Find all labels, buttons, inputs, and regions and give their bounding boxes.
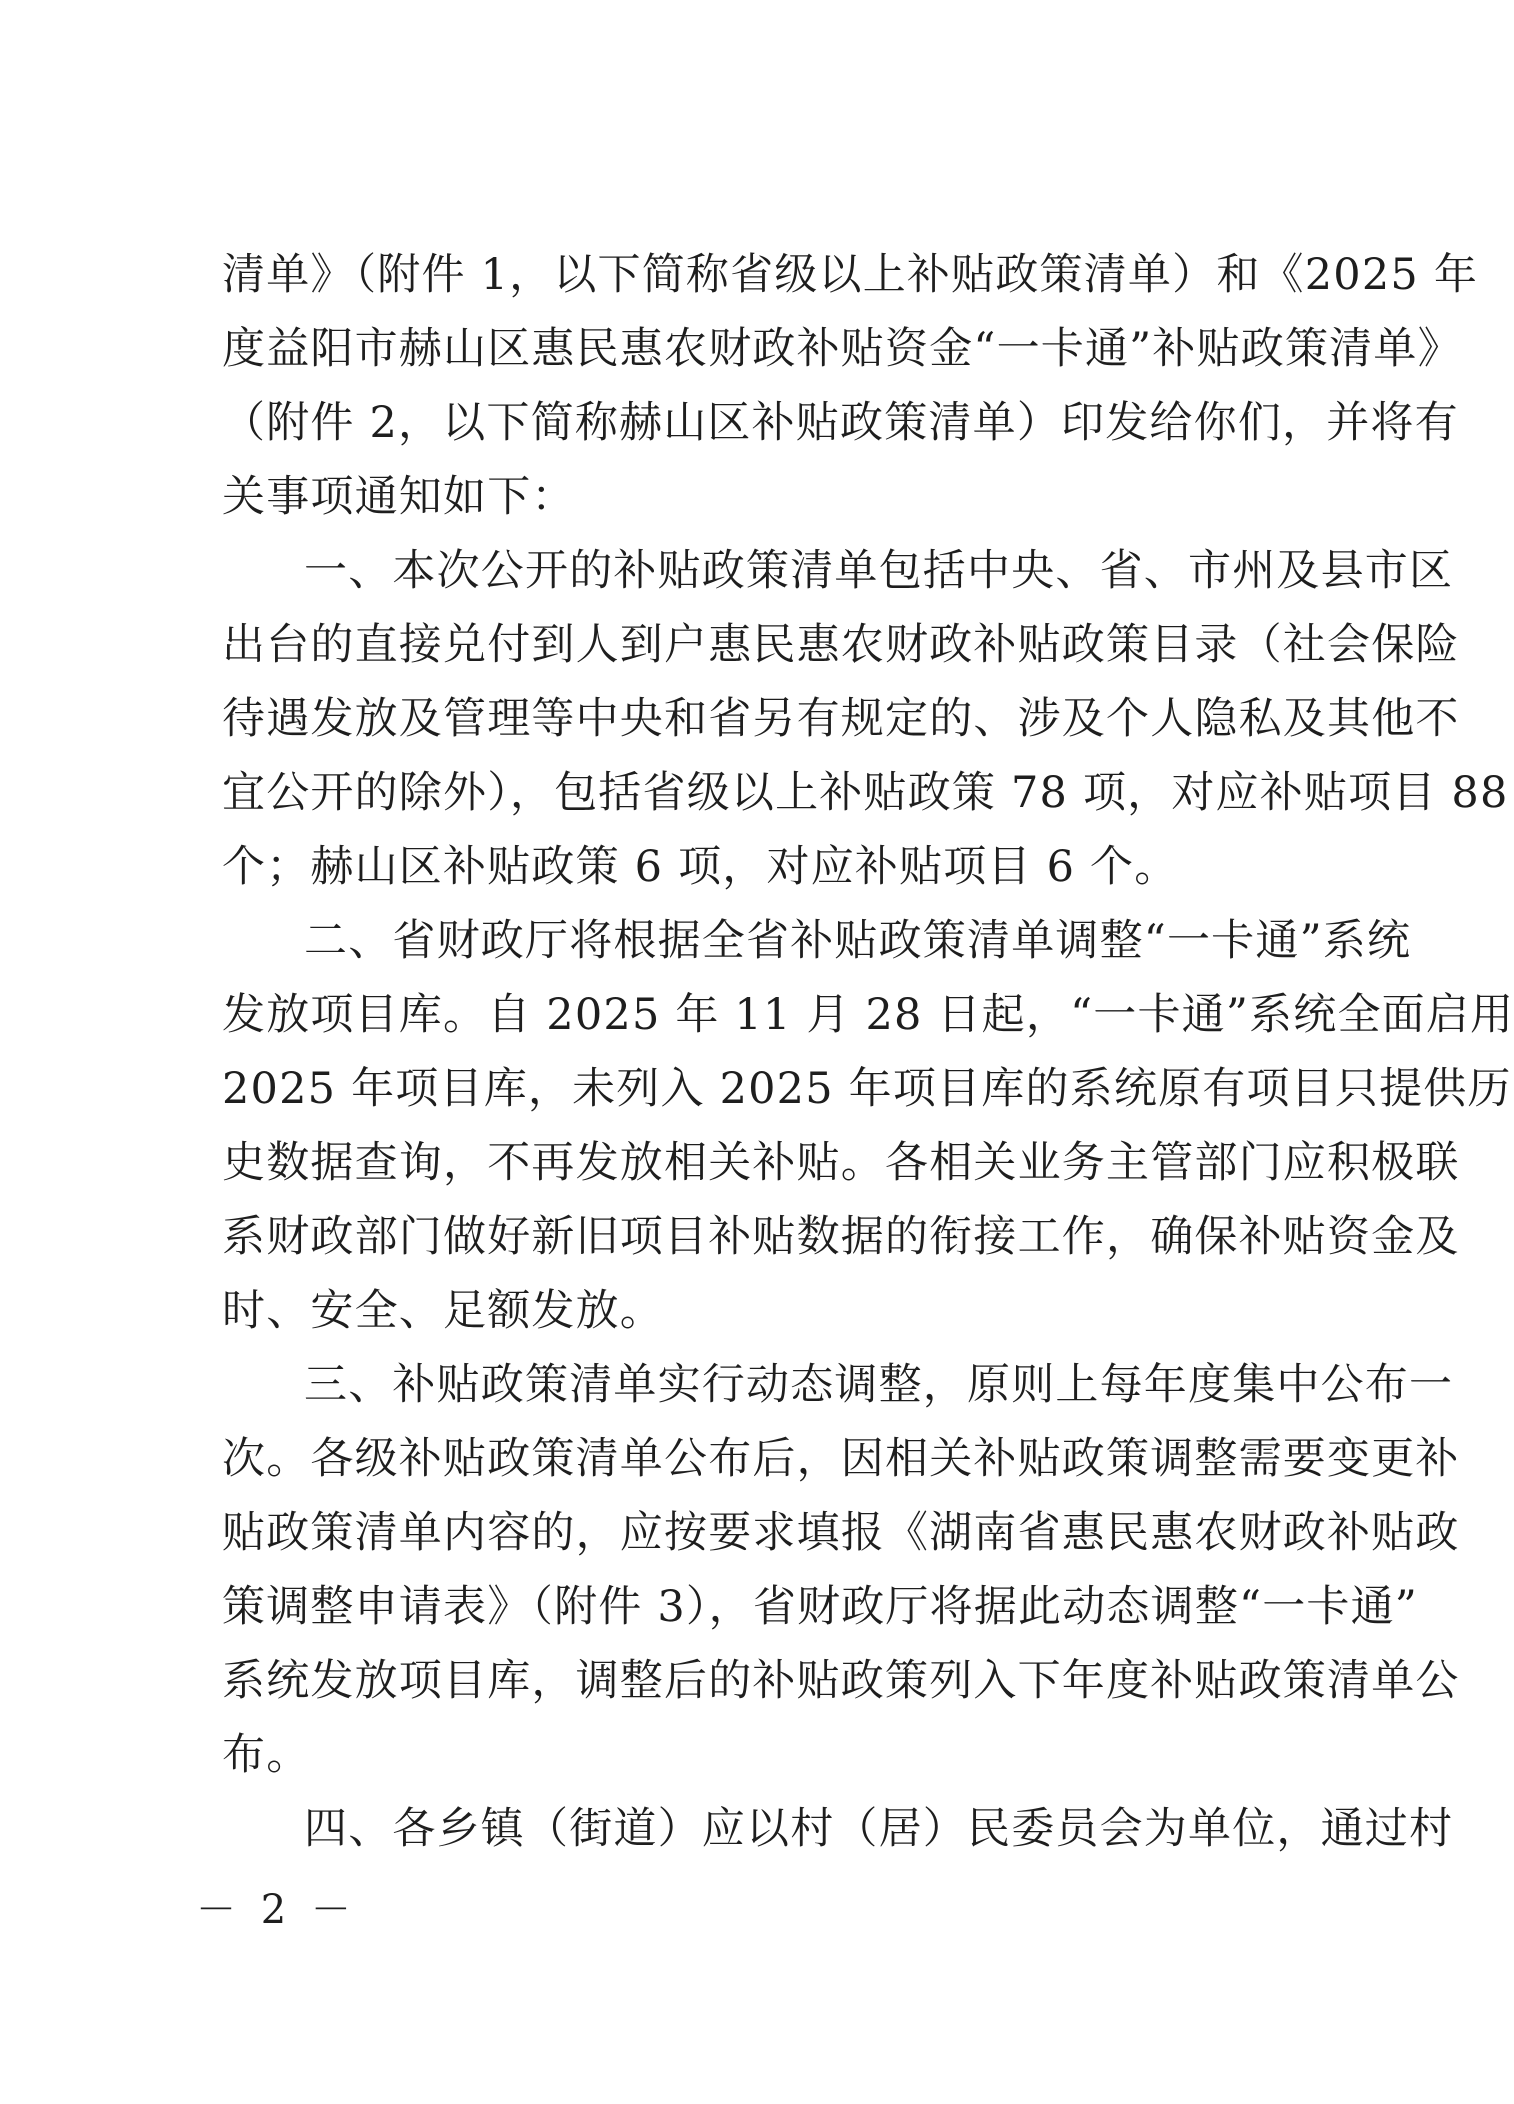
text-line-3: （附件 2，以下简称赫山区补贴政策清单）印发给你们，并将有 xyxy=(222,398,1459,448)
paragraph-3-line-1: 三、补贴政策清单实行动态调整，原则上每年度集中公布一 xyxy=(304,1360,1454,1410)
text-line-4: 关事项通知如下： xyxy=(222,472,576,522)
paragraph-2-line-3: 2025 年项目库，未列入 2025 年项目库的系统原有项目只提供历 xyxy=(222,1064,1512,1114)
paragraph-1-line-2: 出台的直接兑付到人到户惠民惠农财政补贴政策目录（社会保险 xyxy=(222,620,1460,670)
paragraph-2-line-6: 时、安全、足额发放。 xyxy=(222,1286,664,1336)
page-number: － 2 － xyxy=(196,1887,357,1933)
paragraph-2-line-5: 系财政部门做好新旧项目补贴数据的衔接工作，确保补贴资金及 xyxy=(222,1212,1460,1262)
text-line-1: 清单》（附件 1，以下简称省级以上补贴政策清单）和《2025 年 xyxy=(222,250,1479,300)
paragraph-1-line-1: 一、本次公开的补贴政策清单包括中央、省、市州及县市区 xyxy=(304,546,1454,596)
paragraph-3-line-3: 贴政策清单内容的，应按要求填报《湖南省惠民惠农财政补贴政 xyxy=(222,1508,1460,1558)
paragraph-3-line-4: 策调整申请表》（附件 3），省财政厅将据此动态调整“一卡通” xyxy=(222,1582,1418,1632)
body-text xyxy=(222,238,1514,1866)
paragraph-3-line-2: 次。各级补贴政策清单公布后，因相关补贴政策调整需要变更补 xyxy=(222,1434,1460,1484)
paragraph-3-line-5: 系统发放项目库，调整后的补贴政策列入下年度补贴政策清单公 xyxy=(222,1656,1460,1706)
paragraph-1-line-5: 个；赫山区补贴政策 6 项，对应补贴项目 6 个。 xyxy=(222,842,1179,892)
paragraph-1-line-3: 待遇发放及管理等中央和省另有规定的、涉及个人隐私及其他不 xyxy=(222,694,1460,744)
paragraph-2-line-1: 二、省财政厅将根据全省补贴政策清单调整“一卡通”系统 xyxy=(304,916,1412,966)
paragraph-1-line-4: 宜公开的除外），包括省级以上补贴政策 78 项，对应补贴项目 88 xyxy=(222,768,1509,818)
paragraph-3-line-6: 布。 xyxy=(222,1730,311,1780)
text-line-2: 度益阳市赫山区惠民惠农财政补贴资金“一卡通”补贴政策清单》 xyxy=(222,324,1462,374)
paragraph-2-line-2: 发放项目库。自 2025 年 11 月 28 日起，“一卡通”系统全面启用 xyxy=(222,990,1514,1040)
paragraph-2-line-4: 史数据查询，不再发放相关补贴。各相关业务主管部门应积极联 xyxy=(222,1138,1460,1188)
paragraph-4-line-1: 四、各乡镇（街道）应以村（居）民委员会为单位，通过村 xyxy=(304,1804,1454,1854)
